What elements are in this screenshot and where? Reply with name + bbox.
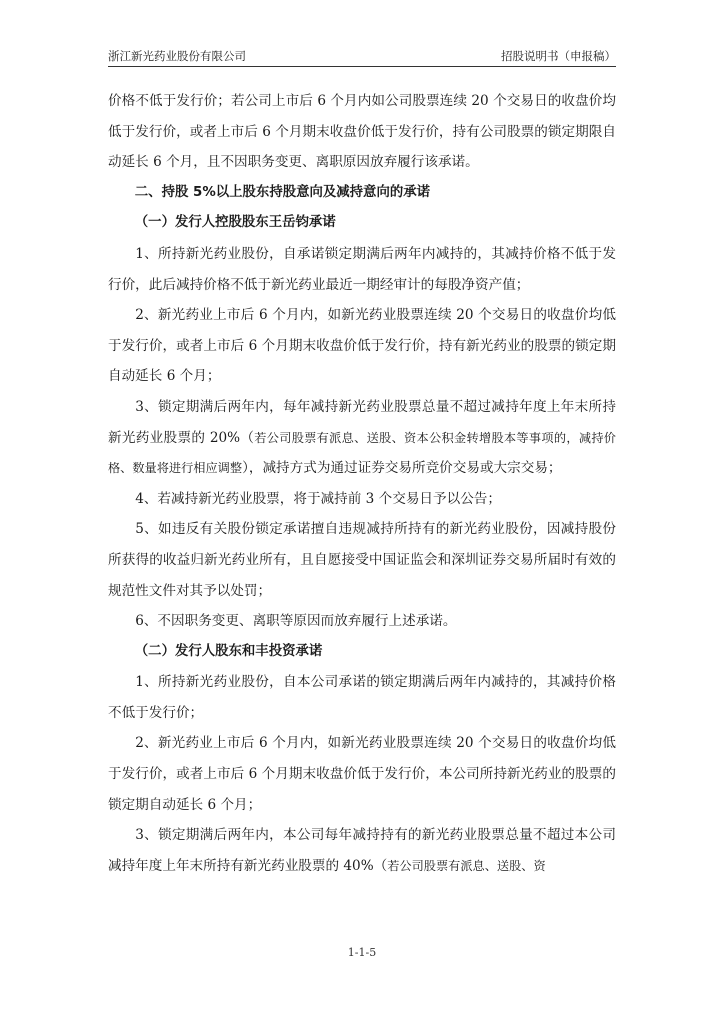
paragraph-text: 3、锁定期满后两年内，每年减持新光药业股票总量不超过减持年度上年末所持新光药业股票的 20%（ <box>108 398 616 446</box>
paragraph: 5、如违反有关股份锁定承诺擅自违规减持所持有的新光药业股份，因减持股份所获得的收益归新光药业所有，且自愿接受中国证监会和深圳证券交易所届时有效的规范性文件对其予以处罚； <box>108 521 616 599</box>
paragraph: 1、所持新光药业股份，自承诺锁定期满后两年内减持的，其减持价格不低于发行价，此后减持价格不低于新光药业最近一期经审计的每股净资产值； <box>108 245 616 293</box>
page-number: 1-1-5 <box>347 946 377 959</box>
subsection-heading: （一）发行人控股股东王岳钧承诺 <box>134 215 336 231</box>
document-body <box>108 86 616 881</box>
company-name: 浙江新光药业股份有限公司 <box>108 49 246 63</box>
paragraph-text: 3、锁定期满后两年内，本公司每年减持持有的新光药业股票总量不超过本公司减持年度上年末所持有新光药业股票的 40%（ <box>108 827 616 874</box>
paragraph: 6、不因职务变更、离职等原因而放弃履行上述承诺。 <box>135 613 457 630</box>
subsection-heading: （二）发行人股东和丰投资承诺 <box>134 643 323 659</box>
paragraph-text: ），减持方式为通过证券交易所竞价交易或大宗交易； <box>242 460 562 477</box>
paragraph-note: 若公司股票有派息、送股、资 <box>387 858 546 873</box>
document-title: 招股说明书（申报稿） <box>501 49 616 63</box>
paragraph: 4、若减持新光药业股票，将于减持前 3 个交易日予以公告； <box>135 490 501 507</box>
page-header <box>108 46 616 64</box>
paragraph: 价格不低于发行价；若公司上市后 6 个月内如公司股票连续 20 个交易日的收盘价均低于发行价，或者上市后 6 个月期末收盘价低于发行价，持有公司股票的锁定期限自动延长 6 个月，且不因职务变更、离职原因放弃履行该承诺。 <box>108 93 616 171</box>
section-heading: 二、持股 5%以上股东持股意向及减持意向的承诺 <box>134 184 431 200</box>
paragraph: 2、新光药业上市后 6 个月内，如新光药业股票连续 20 个交易日的收盘价均低于发行价，或者上市后 6 个月期末收盘价低于发行价，本公司所持新光药业的股票的锁定期自动延长 6 个月； <box>108 735 616 813</box>
paragraph-note: 若公司股票有派息、送股、资本公积金转增股本等事项的，减持价格、数量将进行相应调整 <box>108 430 616 476</box>
paragraph: 1、所持新光药业股份，自本公司承诺的锁定期满后两年内减持的，其减持价格不低于发行价； <box>108 674 616 721</box>
paragraph <box>108 392 616 484</box>
paragraph: 2、新光药业上市后 6 个月内，如新光药业股票连续 20 个交易日的收盘价均低于发行价，或者上市后 6 个月期末收盘价低于发行价，持有新光药业的股票的锁定期自动延长 6 个月； <box>108 307 616 385</box>
paragraph <box>108 820 616 881</box>
header-divider <box>108 66 616 67</box>
